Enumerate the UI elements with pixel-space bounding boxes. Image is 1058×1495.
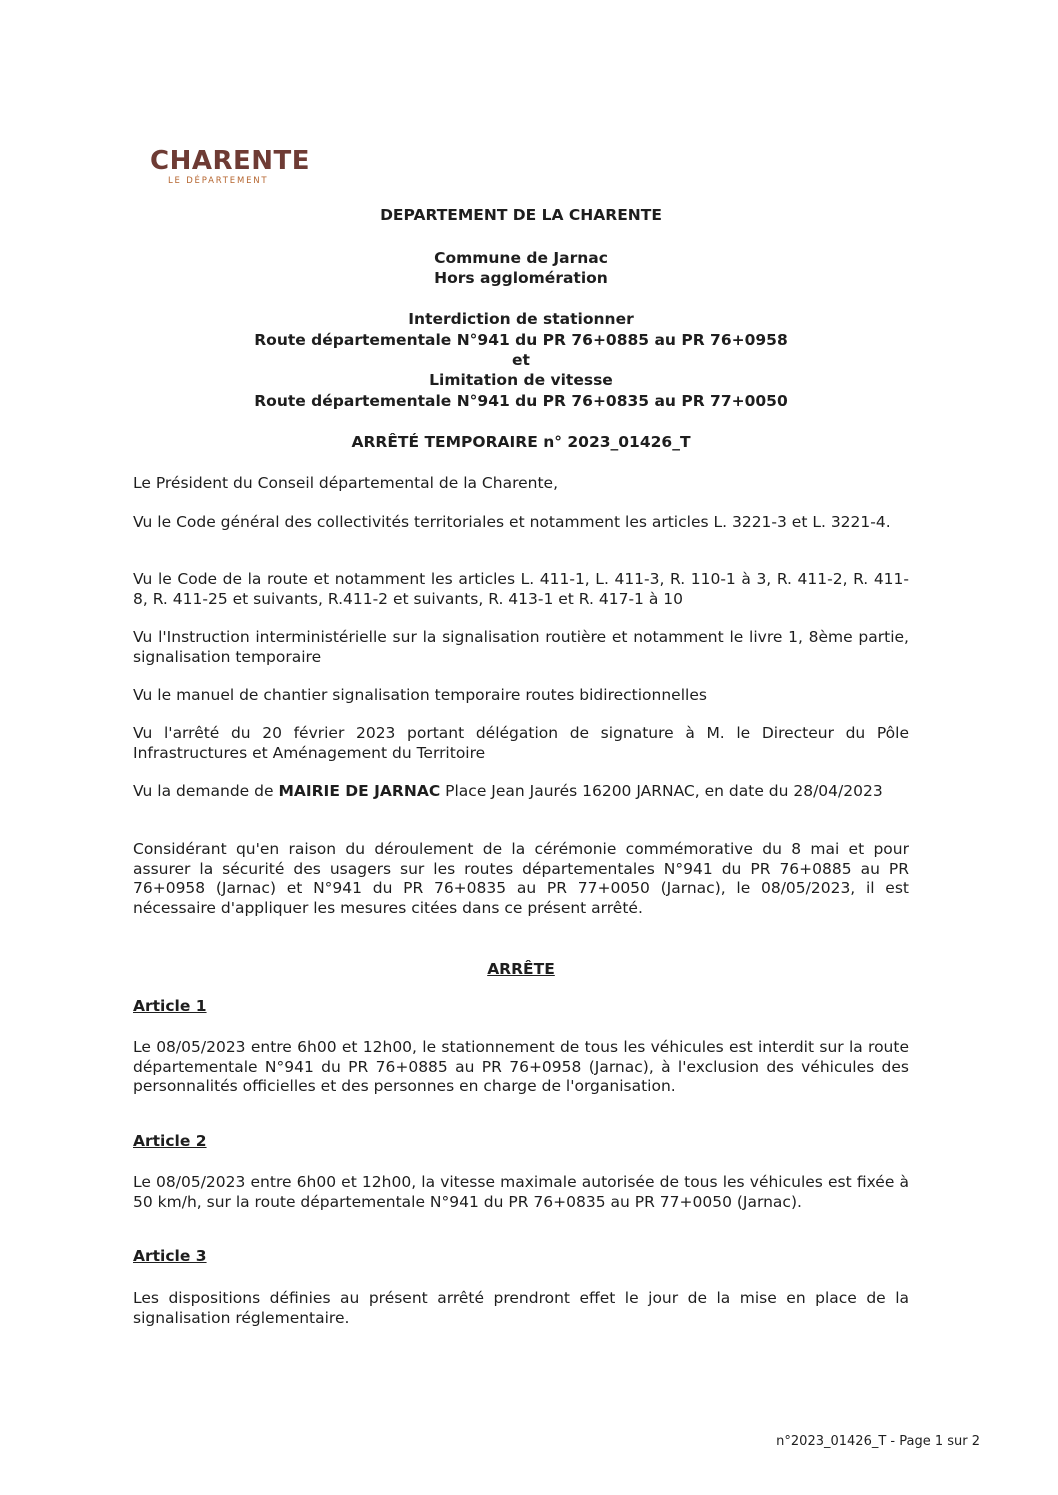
- vu-demande: [133, 782, 909, 802]
- zone-heading: Hors agglomération: [434, 269, 608, 287]
- title-route-1: Route départementale N°941 du PR 76+0885 au PR 76+0958: [254, 331, 788, 349]
- title-speed-limit: Limitation de vitesse: [429, 371, 613, 389]
- vu-code-route: Vu le Code de la route et notamment les articles L. 411-1, L. 411-3, R. 110-1 à 3, R. 411-2, R. 411-8, R. 411-25 et suivants, R.411-2 et suivants, R. 413-1 et R. 417-1 à 10: [133, 570, 909, 608]
- vu-delegation: Vu l'arrêté du 20 février 2023 portant délégation de signature à M. le Directeur du Pôle Infrastructures et Aménagement du Territoire: [133, 724, 909, 762]
- title-parking-ban: Interdiction de stationner: [408, 310, 634, 328]
- vu-demande-prefix: Vu la demande de: [133, 782, 279, 800]
- title-route-2: Route départementale N°941 du PR 76+0835 au PR 77+0050: [254, 392, 788, 410]
- requester-name: MAIRIE DE JARNAC: [278, 782, 441, 800]
- vu-demande-suffix: Place Jean Jaurés 16200 JARNAC, en date du 28/04/2023: [440, 782, 883, 800]
- vu-cgct: Vu le Code général des collectivités territoriales et notamment les articles L. 3221-3 et L. 3221-4.: [133, 513, 891, 531]
- vu-instruction: Vu l'Instruction interministérielle sur la signalisation routière et notamment le livre 1, 8ème partie, signalisation temporaire: [133, 628, 909, 666]
- article-3-title: Article 3: [133, 1247, 207, 1265]
- title-and: et: [512, 351, 530, 369]
- article-1-text: Le 08/05/2023 entre 6h00 et 12h00, le stationnement de tous les véhicules est interdit sur la route départementale N°941 du PR 76+0885 au PR 76+0958 (Jarnac), à l'exclusion des véhicules des personnalités officielles et des personnes en charge de l'organisation.: [133, 1038, 909, 1095]
- article-2-title: Article 2: [133, 1132, 207, 1150]
- charente-logo: [150, 146, 310, 186]
- president-line: Le Président du Conseil départemental de la Charente,: [133, 474, 559, 492]
- article-3-text: Les dispositions définies au présent arrêté prendront effet le jour de la mise en place de la signalisation réglementaire.: [133, 1289, 909, 1327]
- article-2-text: Le 08/05/2023 entre 6h00 et 12h00, la vitesse maximale autorisée de tous les véhicules est fixée à 50 km/h, sur la route départementale N°941 du PR 76+0835 au PR 77+0050 (Jarnac).: [133, 1173, 909, 1211]
- article-1-title: Article 1: [133, 997, 207, 1015]
- commune-heading: Commune de Jarnac: [434, 249, 608, 267]
- considerant-paragraph: Considérant qu'en raison du déroulement de la cérémonie commémorative du 8 mai et pour assurer la sécurité des usagers sur les routes départementales N°941 du PR 76+0885 au PR 76+0958 (Jarnac) et N°941 du PR 76+0835 au PR 77+0050 (Jarnac), le 08/05/2023, il est nécessaire d'appliquer les mesures citées dans ce présent arrêté.: [133, 840, 909, 917]
- logo-subtitle: LE DÉPARTEMENT: [168, 176, 269, 186]
- vu-manuel: Vu le manuel de chantier signalisation temporaire routes bidirectionnelles: [133, 686, 707, 704]
- page-footer: n°2023_01426_T - Page 1 sur 2: [776, 1434, 980, 1449]
- arrete-heading: ARRÊTE: [487, 960, 555, 978]
- logo-name: CHARENTE: [150, 146, 310, 176]
- department-heading: DEPARTEMENT DE LA CHARENTE: [380, 206, 662, 224]
- arrete-number: ARRÊTÉ TEMPORAIRE n° 2023_01426_T: [351, 433, 691, 451]
